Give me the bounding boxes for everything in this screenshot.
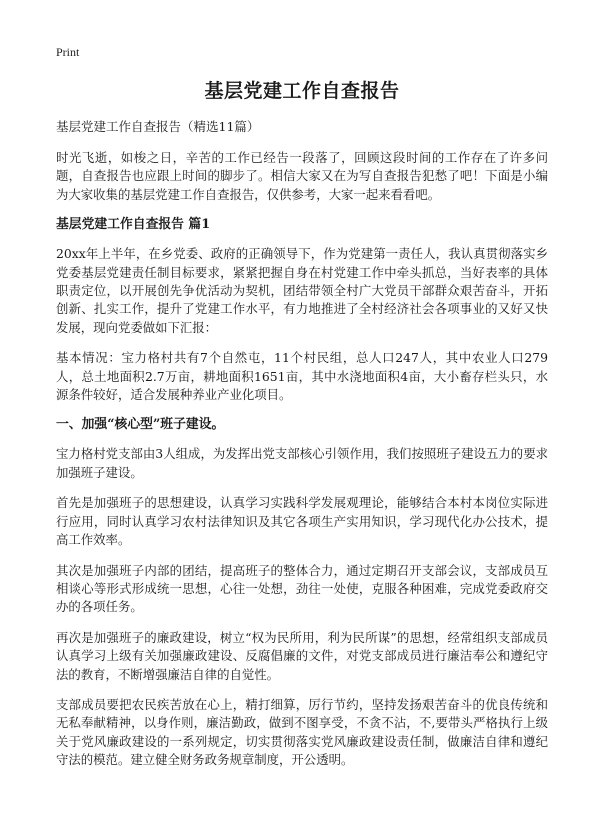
section-one-heading: 一、加强“核心型”班子建设。	[56, 417, 225, 433]
paragraph-overview: 20xx年上半年，在乡党委、政府的正确领导下，作为党建第一责任人，我认真贯彻落实乡党委基层党建责任制目标要求，紧紧把握自身在村党建工作中牵头抓总，当好表率的具体职责定位，以开展创先争优活动为契机，团结带领全村广大党员干部群众艰苦奋斗，开拓创新、扎实工作，提升了党建工作水平，有力地推进了全村经济社会各项事业的又好又快发展，现向党委做如下汇报：	[56, 246, 548, 335]
article-heading: 基层党建工作自查报告 篇1	[56, 217, 211, 233]
paragraph-ideology-building: 首先是加强班子的思想建设，认真学习实践科学发展观理论，能够结合本村本岗位实际进行应用，同时认真学习农村法律知识及其它各项生产实用知识，学习现代化办公技术，提高工作效率。	[56, 495, 548, 548]
paragraph-team-composition: 宝力格村党支部由3人组成，为发挥出党支部核心引领作用，我们按照班子建设五力的要求加强班子建设。	[56, 446, 548, 480]
document-title: 基层党建工作自查报告	[204, 80, 400, 102]
document-content	[56, 118, 548, 782]
paragraph-integrity-building: 再次是加强班子的廉政建设，树立“权为民所用，利为民所谋”的思想，经常组织支部成员认真学习上级有关加强廉政建设、反腐倡廉的文件，对党支部成员进行廉洁奉公和遵纪守法的教育，不断增强廉洁自律的自觉性。	[56, 629, 548, 682]
document-subtitle: 基层党建工作自查报告（精选11篇）	[56, 119, 260, 134]
paragraph-basic-info: 基本情况：宝力格村共有7个自然屯，11个村民组，总人口247人，其中农业人口279人，总土地面积2.7万亩，耕地面积1651亩，其中水浇地面积4亩，大小畜存栏头只，水源条件较好，适合发展种养业产业化项目。	[56, 350, 548, 403]
paragraph-frugality: 支部成员要把农民疾苦放在心上，精打细算，厉行节约，坚持发扬艰苦奋斗的优良传统和无私奉献精神，以身作则，廉洁勤政，做到不图享受，不贪不沾，不,要带头严格执行上级关于党风廉政建设的一系列规定，切实贯彻落实党风廉政建设责任制，做廉洁自律和遵纪守法的模范。建立健全财务政务规章制度，开公透明。	[56, 696, 548, 768]
print-link[interactable]: Print	[56, 45, 80, 59]
paragraph-unity-building: 其次是加强班子内部的团结，提高班子的整体合力，通过定期召开支部会议，支部成员互相谈心等形式形成统一思想，心往一处想，劲往一处使，克服各种困难，完成党委政府交办的各项任务。	[56, 562, 548, 615]
intro-paragraph: 时光飞逝，如梭之日，辛苦的工作已经告一段落了，回顾这段时间的工作存在了许多问题，自查报告也应跟上时间的脚步了。相信大家又在为写自查报告犯愁了吧！下面是小编为大家收集的基层党建工作自查报告，仅供参考，大家一起来看看吧。	[56, 150, 548, 202]
